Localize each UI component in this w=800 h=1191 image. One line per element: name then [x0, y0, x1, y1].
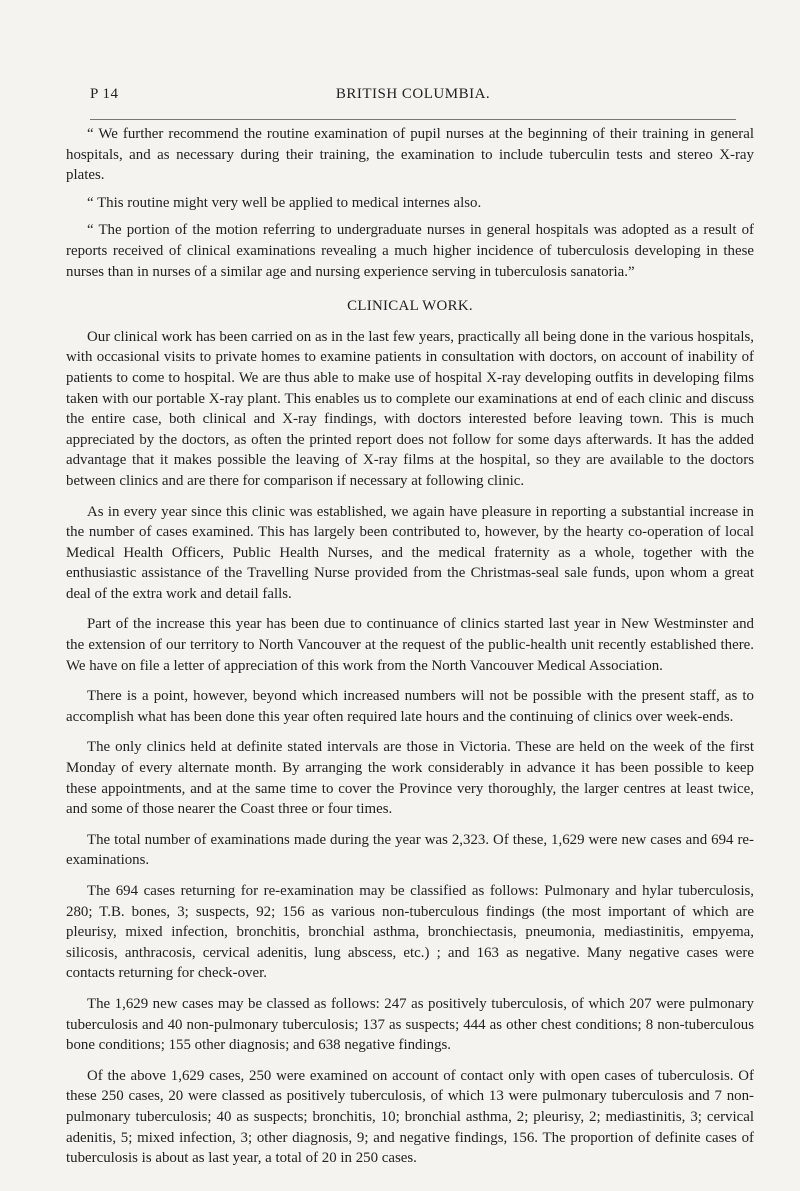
- document-body: [66, 124, 754, 1169]
- quote-paragraph: “ The portion of the motion referring to undergraduate nurses in general hospitals was adopted as a result of reports received of clinical examinations revealing a much higher incidence of tuberculosis developing in these nurses than in nurses of a similar age and nursing experience serving in tuberculosis sanatoria.”: [66, 222, 754, 280]
- section-heading: CLINICAL WORK.: [347, 298, 473, 315]
- header-rule: [90, 119, 736, 120]
- body-paragraph: Our clinical work has been carried on as in the last few years, practically all being done in the various hospitals, with occasional visits to private homes to examine patients in consultation with doctors, on account of inability of patients to come to hospital. We are thus able to make use of hospital X-ray developing outfits in developing films taken with our portable X-ray plant. This enables us to complete our examinations at end of each clinic and discuss the entire case, both clinical and X-ray findings, with doctors interested before leaving town. This is much appreciated by the doctors, as often the printed report does not follow for some days afterwards. It has the added advantage that it makes possible the leaving of X-ray films at the hospital, so they are available to the doctors between clinics and are there for comparison if necessary at following clinic.: [66, 328, 754, 489]
- body-paragraph: Of the above 1,629 cases, 250 were examined on account of contact only with open cases of tuberculosis. Of these 250 cases, 20 were classed as positively tuberculosis, of which 13 were pulmonary tuberculosis and 7 non-pulmonary tuberculosis; 40 as suspects; bronchitis, 10; bronchial asthma, 2; pleurisy, 2; mediastinitis, 3; cervical adenitis, 5; mixed infection, 3; other diagnosis, 9; and negative findings, 156. The proportion of definite cases of tuberculosis is about as last year, a total of 20 in 250 cases.: [66, 1067, 754, 1167]
- quote-paragraph: “ We further recommend the routine examination of pupil nurses at the beginning of their training in general hospitals, and as necessary during their training, the examination to include tuberculin tests and stereo X-ray plates.: [66, 126, 754, 184]
- body-paragraph: The total number of examinations made during the year was 2,323. Of these, 1,629 were new cases and 694 re-examinations.: [66, 831, 754, 869]
- body-paragraph: The only clinics held at definite stated intervals are those in Victoria. These are held on the week of the first Monday of every alternate month. By arranging the work considerably in advance it has been possible to keep these appointments, and at the same time to cover the Province very thoroughly, the larger centres at least twice, and some of those nearer the Coast three or four times.: [66, 739, 754, 818]
- body-paragraph: Part of the increase this year has been due to continuance of clinics started last year in New Westminster and the extension of our territory to North Vancouver at the request of the public-health unit recently established there. We have on file a letter of appreciation of this work from the North Vancouver Medical Association.: [66, 616, 754, 674]
- body-paragraph: The 694 cases returning for re-examination may be classified as follows: Pulmonary and hylar tuberculosis, 280; T.B. bones, 3; suspects, 92; 156 as various non-tuberculous findings (the most important of which are pleurisy, mixed infection, bronchitis, bronchial asthma, bronchiectasis, pneumonia, mediastinitis, empyema, silicosis, anthracosis, cervical adenitis, lung abscess, etc.) ; and 163 as negative. Many negative cases were contacts returning for check-over.: [66, 883, 754, 982]
- running-title: BRITISH COLUMBIA.: [335, 86, 491, 102]
- body-paragraph: The 1,629 new cases may be classed as follows: 247 as positively tuberculosis, of which 207 were pulmonary tuberculosis and 40 non-pulmonary tuberculosis; 137 as suspects; 444 as other chest conditions; 8 non-tuberculous bone conditions; 155 other diagnosis; and 638 negative findings.: [66, 995, 754, 1054]
- quote-paragraph: “ This routine might very well be applied to medical internes also.: [87, 194, 482, 211]
- page-number: P 14: [90, 86, 119, 102]
- body-paragraph: As in every year since this clinic was established, we again have pleasure in reporting a substantial increase in the number of cases examined. This has largely been contributed to, however, by the hearty co-operation of local Medical Health Officers, Public Health Nurses, and the medical fraternity as a whole, together with the enthusiastic assistance of the Travelling Nurse provided from the Christmas-seal sale funds, upon whom a great deal of the extra work and detail falls.: [66, 503, 754, 602]
- body-paragraph: There is a point, however, beyond which increased numbers will not be possible with the present staff, as to accomplish what has been done this year often required late hours and the continuing of clinics over week-ends.: [66, 688, 754, 725]
